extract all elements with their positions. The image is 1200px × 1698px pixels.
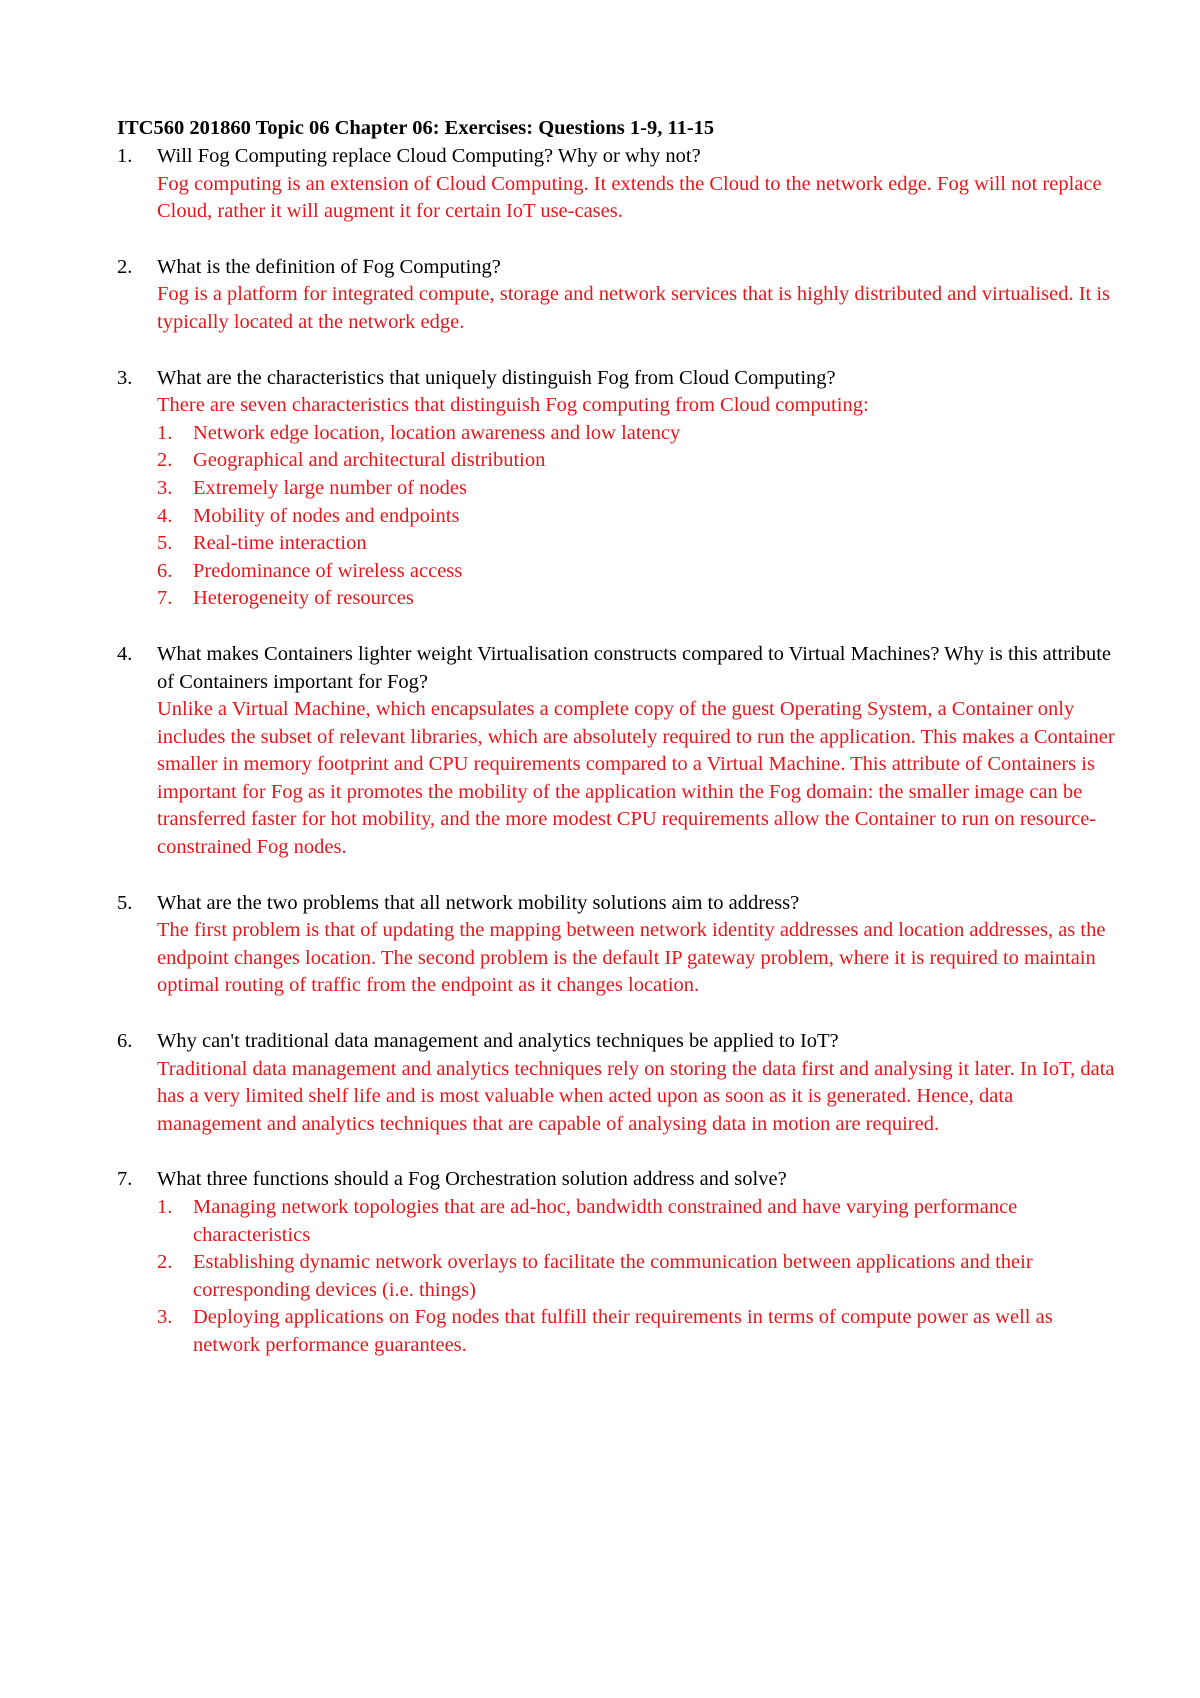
question-item (117, 1166, 1117, 1359)
answer-text: Unlike a Virtual Machine, which encapsulates a complete copy of the guest Operating System, a Container only includes the subset of relevant libraries, which are absolutely required to run the application. This makes a Container smaller in memory footprint and CPU requirements compared to a Virtual Machine. This attribute of Containers is important for Fog as it promotes the mobility of the application within the Fog domain: the smaller image can be transferred faster for hot mobility, and the more modest CPU requirements allow the Container to run on resource-constrained Fog nodes. (157, 698, 1115, 859)
list-item-text: Predominance of wireless access (193, 559, 463, 582)
list-number: 2. (157, 1251, 173, 1274)
list-item-text: Mobility of nodes and endpoints (193, 504, 460, 527)
answer-text: Fog is a platform for integrated compute, storage and network services that is highly distributed and virtualised. It is typically located at the network edge. (157, 283, 1111, 333)
answer-list-item (157, 530, 1117, 558)
list-number: 4. (157, 504, 173, 527)
question-text: Why can't traditional data management and analytics techniques be applied to IoT? (157, 1030, 839, 1053)
question-item (117, 254, 1117, 337)
list-number: 7. (157, 587, 173, 610)
list-number: 1. (157, 421, 173, 444)
list-item-text: Deploying applications on Fog nodes that fulfill their requirements in terms of compute power as well as network performance guarantees. (193, 1306, 1053, 1356)
question-item (117, 1028, 1117, 1138)
answer-list (157, 1194, 1117, 1360)
question-number: 3. (117, 366, 133, 389)
list-number: 6. (157, 559, 173, 582)
answer-list-item (157, 447, 1117, 475)
question-number: 7. (117, 1168, 133, 1191)
list-item-text: Geographical and architectural distribution (193, 449, 546, 472)
list-number: 5. (157, 532, 173, 555)
answer-list-item (157, 1304, 1117, 1359)
list-number: 3. (157, 1306, 173, 1329)
page-title: ITC560 201860 Topic 06 Chapter 06: Exercises: Questions 1-9, 11-15 (117, 117, 715, 139)
answer-list-item (157, 420, 1117, 448)
answer-list-item (157, 475, 1117, 503)
question-item (117, 143, 1117, 226)
question-text: What are the two problems that all network mobility solutions aim to address? (157, 891, 800, 914)
question-number: 2. (117, 255, 133, 278)
list-number: 2. (157, 449, 173, 472)
list-item-text: Establishing dynamic network overlays to facilitate the communication between applications and their corresponding devices (i.e. things) (193, 1251, 1033, 1301)
list-item-text: Heterogeneity of resources (193, 587, 414, 610)
question-text: What makes Containers lighter weight Virtualisation constructs compared to Virtual Machines? Why is this attribute of Containers important for Fog? (157, 642, 1111, 693)
answer-text: Traditional data management and analytics techniques rely on storing the data first and analysing it later. In IoT, data has a very limited shelf life and is most valuable when acted upon as soon as it is generated. Hence, data management and analytics techniques that are capable of analysing data in motion are required. (157, 1057, 1115, 1135)
question-text: What is the definition of Fog Computing? (157, 255, 501, 278)
answer-text: Fog computing is an extension of Cloud Computing. It extends the Cloud to the network edge. Fog will not replace Cloud, rather it will augment it for certain IoT use-cases. (157, 172, 1102, 223)
list-item-text: Managing network topologies that are ad-hoc, bandwidth constrained and have varying performance characteristics (193, 1196, 1018, 1246)
answer-list-item (157, 1249, 1117, 1304)
question-number: 5. (117, 891, 133, 914)
answer-text: There are seven characteristics that distinguish Fog computing from Cloud computing: (157, 394, 869, 417)
answer-list-item (157, 503, 1117, 531)
question-text: Will Fog Computing replace Cloud Computing? Why or why not? (157, 145, 701, 167)
list-item-text: Network edge location, location awareness and low latency (193, 421, 681, 444)
question-number: 1. (117, 145, 133, 167)
list-number: 1. (157, 1196, 173, 1218)
answer-list-item (157, 1194, 1117, 1249)
question-item (117, 890, 1117, 1000)
list-item-text: Extremely large number of nodes (193, 476, 468, 499)
answer-list-item (157, 558, 1117, 586)
question-list (117, 143, 1117, 1388)
question-text: What are the characteristics that uniquely distinguish Fog from Cloud Computing? (157, 366, 836, 389)
question-item (117, 641, 1117, 862)
list-item-text: Real-time interaction (193, 532, 367, 555)
question-item (117, 365, 1117, 613)
question-number: 4. (117, 642, 133, 665)
question-text: What three functions should a Fog Orchestration solution address and solve? (157, 1168, 787, 1191)
answer-list-item (157, 585, 1117, 613)
answer-list (157, 420, 1117, 613)
question-number: 6. (117, 1030, 133, 1053)
answer-text: The first problem is that of updating the mapping between network identity addresses and location addresses, as the endpoint changes location. The second problem is the default IP gateway problem, where it is required to maintain optimal routing of traffic from the endpoint as it changes location. (157, 919, 1106, 997)
list-number: 3. (157, 476, 173, 499)
